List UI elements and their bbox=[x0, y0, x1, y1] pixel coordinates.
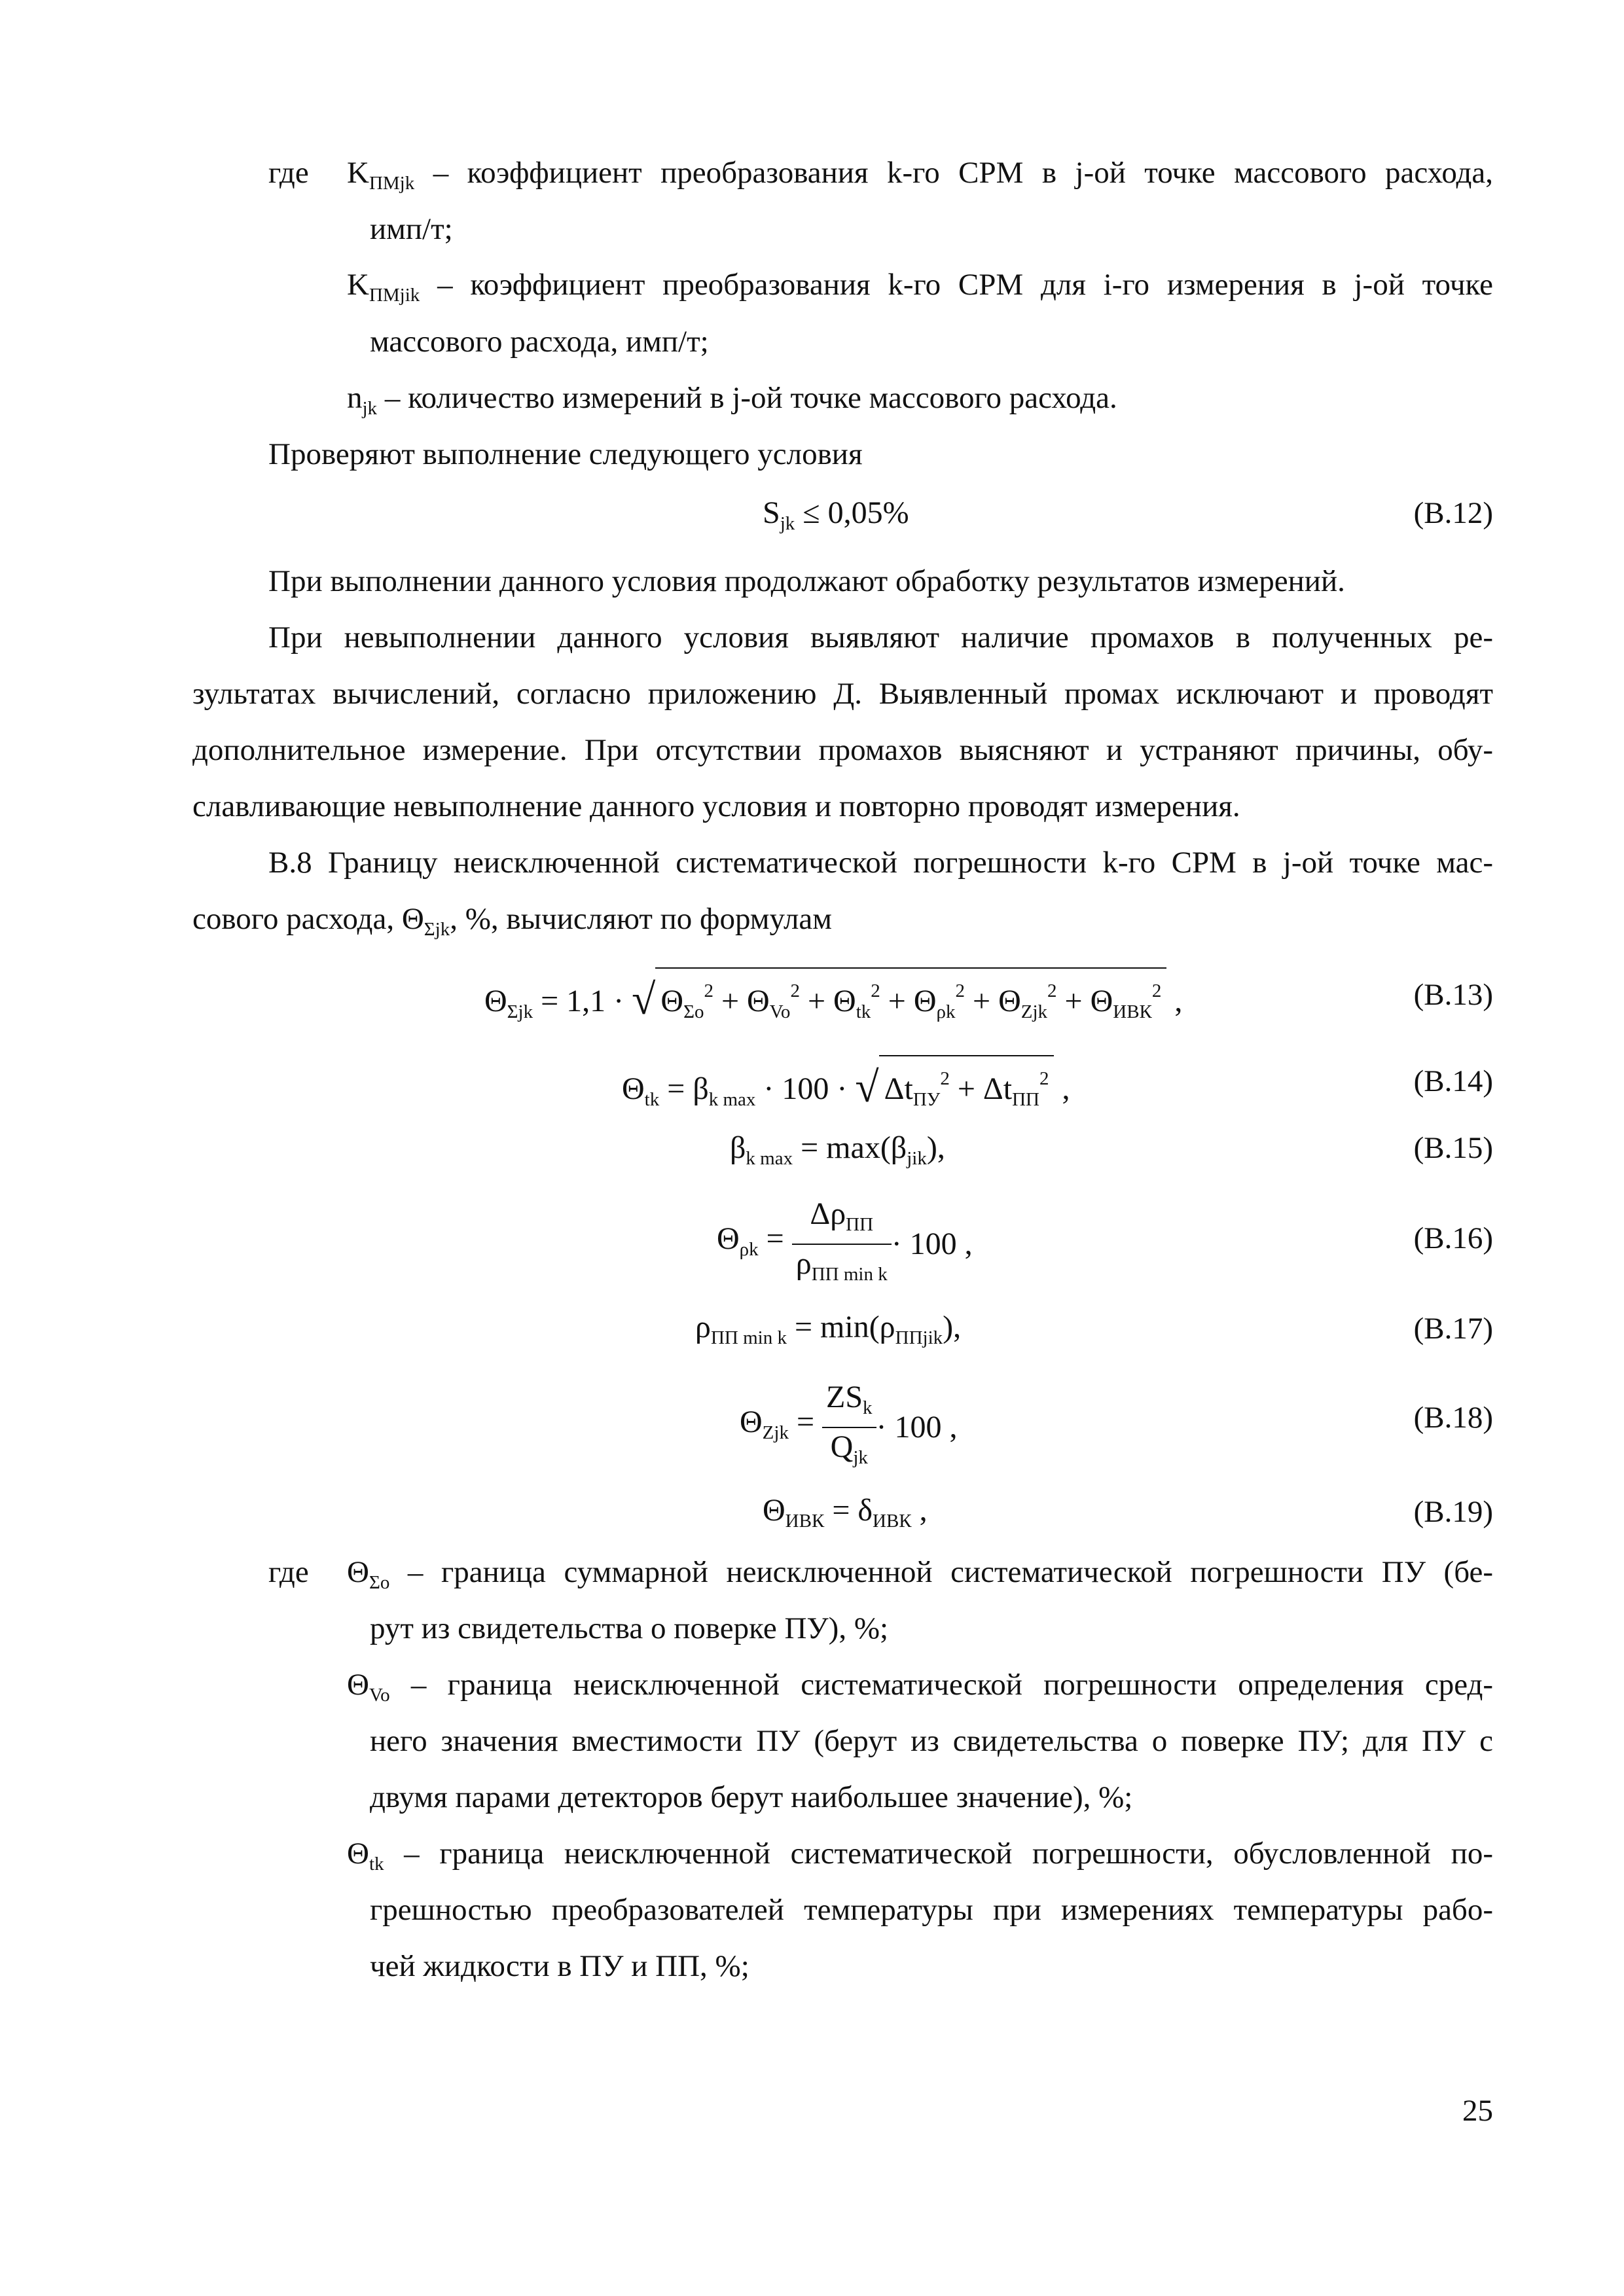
def-theta-sigma-o-line1: $\Theta_{\Sigma o}$ – граница суммарной неисключенной систематической погрешности ПУ (бе- bbox=[347, 1555, 1493, 1593]
def-theta-sigma-o-line2: рут из свидетельства о поверке ПУ), %; bbox=[370, 1611, 889, 1645]
where-label-2: где bbox=[268, 1555, 309, 1589]
page-number: 25 bbox=[1462, 2094, 1493, 2128]
def-k-pmi-line1: $K_{ПМjik}$ – коэффициент преобразования k-го СРМ для i-го измерения в j-ой точке bbox=[347, 268, 1493, 306]
equation-number-b13: (В.13) bbox=[1413, 978, 1493, 1012]
equation-number-b14: (В.14) bbox=[1413, 1064, 1493, 1098]
equation-b17: $\rho_{ПП min k} = \min(\rho_{ППjik})$, bbox=[695, 1310, 962, 1348]
def-k-pm-line2: имп/т; bbox=[370, 212, 453, 246]
def-theta-vo-line1: $\Theta_{Vo}$ – граница неисключенной систематической погрешности определения сред- bbox=[347, 1668, 1494, 1706]
def-theta-tk-line3: чей жидкости в ПУ и ПП, %; bbox=[370, 1949, 749, 1983]
def-theta-vo-line2: него значения вместимости ПУ (берут из свидетельства о поверке ПУ; для ПУ с bbox=[370, 1724, 1493, 1758]
equation-number-b18: (В.18) bbox=[1413, 1401, 1493, 1435]
equation-b19: $\Theta_{ИВК} = \delta_{ИВК}$ , bbox=[763, 1493, 928, 1532]
equation-number-b16: (В.16) bbox=[1413, 1221, 1493, 1255]
section-b8-line2: сового расхода, $\Theta_{\Sigma jk}$, %, вычисляют по формулам bbox=[192, 902, 833, 940]
equation-b18: $\Theta_{Zjk}$ = $\frac{ZS_k}{Q_{jk}}$ · 100 , bbox=[740, 1380, 958, 1468]
def-n-jk: $n_{jk}$ – количество измерений в j-ой точке массового расхода. bbox=[347, 381, 1117, 419]
def-k-pmi-line2: массового расхода, имп/т; bbox=[370, 325, 709, 359]
equation-b16: $\Theta_{\rho k}$ = $\frac{\Delta\rho_{ПП}}{\rho_{ПП min k}}$ · 100 , bbox=[717, 1196, 973, 1285]
equation-b15: $\beta_{k max} = \max(\beta_{jik})$, bbox=[730, 1130, 945, 1169]
paragraph-fail-line2: зультатах вычислений, согласно приложению Д. Выявленный промах исключают и проводят bbox=[192, 677, 1493, 711]
def-theta-tk-line1: $\Theta_{tk}$ – граница неисключенной систематической погрешности, обусловленной по- bbox=[347, 1837, 1493, 1874]
check-intro: Проверяют выполнение следующего условия bbox=[268, 437, 863, 471]
equation-number-b17: (В.17) bbox=[1413, 1312, 1493, 1346]
paragraph-fail-line3: дополнительное измерение. При отсутствии промахов выясняют и устраняют причины, обу- bbox=[192, 733, 1493, 767]
paragraph-continue: При выполнении данного условия продолжают обработку результатов измерений. bbox=[268, 564, 1345, 598]
def-theta-tk-line2: грешностью преобразователей температуры при измерениях температуры рабо- bbox=[370, 1893, 1493, 1927]
paragraph-fail-line4: славливающие невыполнение данного условия и повторно проводят измерения. bbox=[192, 789, 1240, 823]
paragraph-fail-line1: При невыполнении данного условия выявляют наличие промахов в полученных ре- bbox=[268, 620, 1493, 655]
equation-b12: $S_{jk} \le 0,05\%$ bbox=[763, 495, 909, 534]
equation-number-b19: (В.19) bbox=[1413, 1495, 1493, 1529]
equation-number-b12: (В.12) bbox=[1413, 496, 1493, 530]
equation-b14: $\Theta_{tk} = \beta_{k max} \cdot 100$ · √ $\Delta t_{ПУ}^2 + \Delta t_{ПП}^2$ , bbox=[622, 1055, 1070, 1119]
def-theta-vo-line3: двумя парами детекторов берут наибольшее значение), %; bbox=[370, 1780, 1133, 1814]
def-k-pm-line1: $K_{ПМjk}$ – коэффициент преобразования k-го СРМ в j-ой точке массового расхода, bbox=[347, 156, 1493, 194]
section-b8-line1: В.8 Границу неисключенной систематической погрешности k-го СРМ в j-ой точке мас- bbox=[268, 846, 1493, 880]
equation-number-b15: (В.15) bbox=[1413, 1131, 1493, 1165]
equation-b13: $\Theta_{\Sigma jk} = 1,1$ · √ $\Theta_{\Sigma o}^2 + \Theta_{Vo}^2 + \Theta_{tk}^2 + \Theta_{\rho k}^2 + \Theta_{Zjk}^2 + \Theta_{ИВК}^2$ , bbox=[484, 967, 1182, 1031]
where-label-1: где bbox=[268, 156, 309, 190]
